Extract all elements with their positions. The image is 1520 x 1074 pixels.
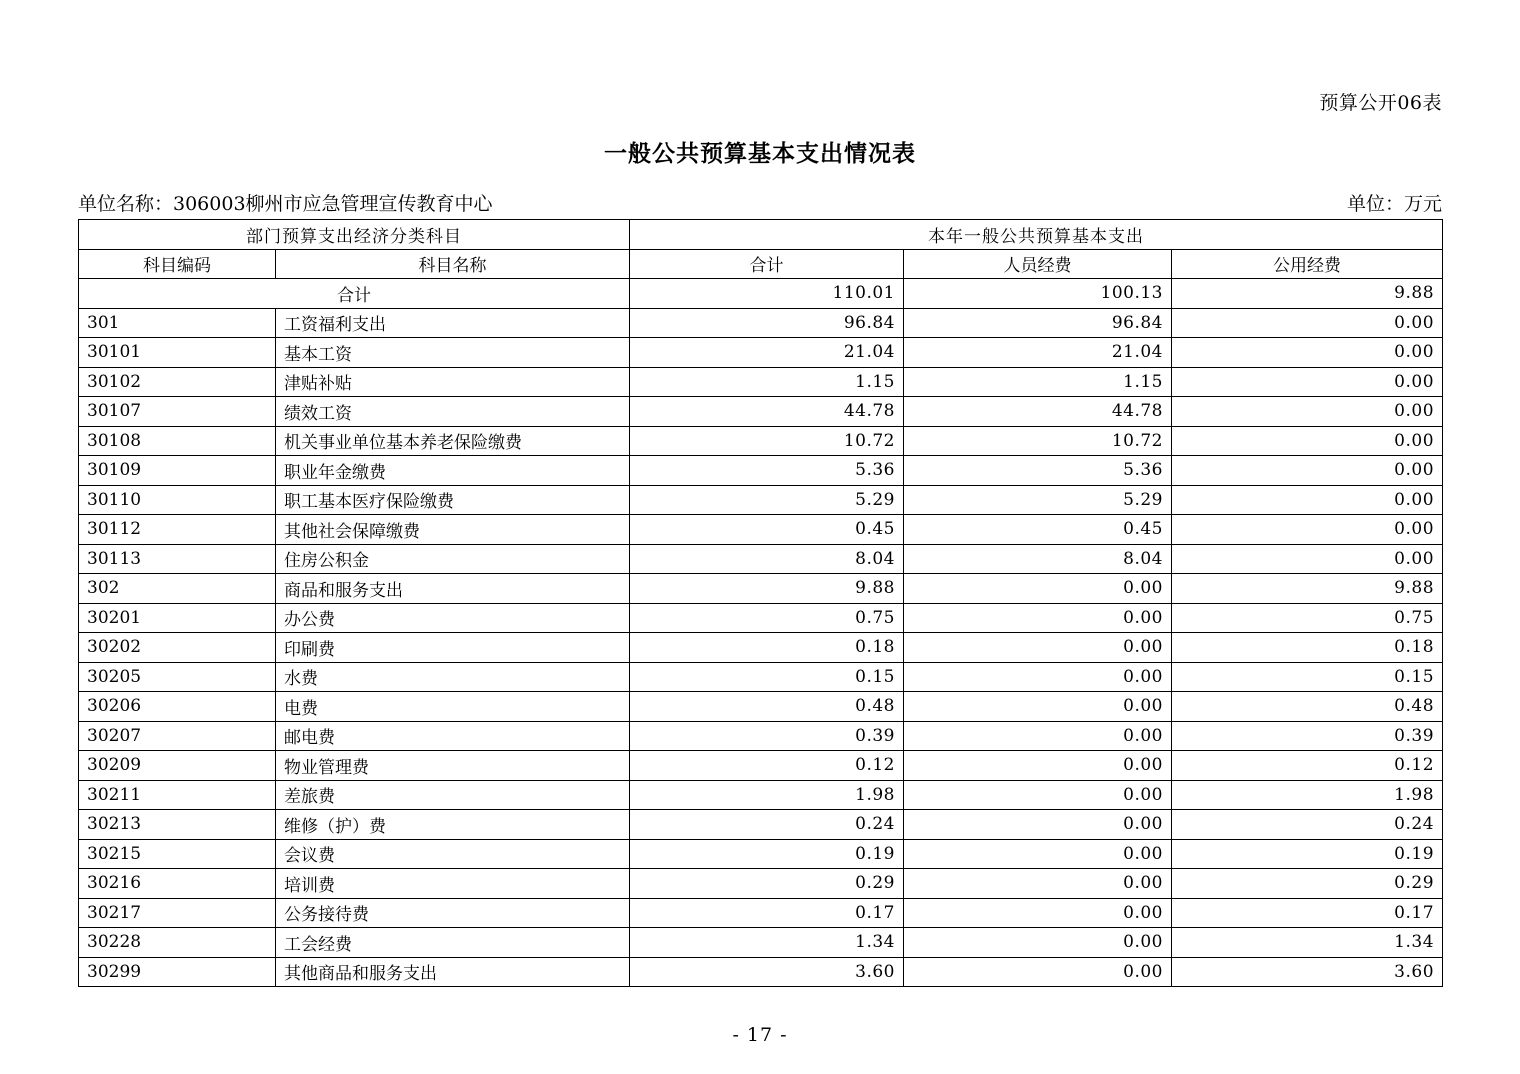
cell-total: 1.98 — [630, 780, 904, 810]
cell-name: 印刷费 — [276, 633, 630, 663]
cell-code: 30213 — [79, 810, 276, 840]
cell-total: 1.34 — [630, 928, 904, 958]
table-row — [79, 780, 1443, 810]
cell-name: 会议费 — [276, 839, 630, 869]
cell-public: 0.00 — [1172, 544, 1443, 574]
cell-name: 职工基本医疗保险缴费 — [276, 485, 630, 515]
cell-personnel: 0.00 — [904, 810, 1172, 840]
total-row-public: 9.88 — [1172, 279, 1443, 309]
cell-public: 0.00 — [1172, 426, 1443, 456]
cell-total: 0.39 — [630, 721, 904, 751]
cell-public: 0.18 — [1172, 633, 1443, 663]
table-row — [79, 367, 1443, 397]
cell-name: 基本工资 — [276, 338, 630, 368]
cell-code: 30217 — [79, 898, 276, 928]
cell-name: 绩效工资 — [276, 397, 630, 427]
table-row — [79, 426, 1443, 456]
table-row — [79, 544, 1443, 574]
cell-name: 办公费 — [276, 603, 630, 633]
table-row — [79, 633, 1443, 663]
column-header-code: 科目编码 — [79, 249, 276, 279]
cell-public: 0.17 — [1172, 898, 1443, 928]
cell-personnel: 0.00 — [904, 869, 1172, 899]
table-row — [79, 751, 1443, 781]
cell-code: 30102 — [79, 367, 276, 397]
table-row — [79, 692, 1443, 722]
cell-public: 0.00 — [1172, 456, 1443, 486]
table-row — [79, 397, 1443, 427]
cell-code: 30209 — [79, 751, 276, 781]
table-row — [79, 515, 1443, 545]
meta-row — [78, 189, 1442, 216]
column-header-personnel: 人员经费 — [904, 249, 1172, 279]
cell-personnel: 0.00 — [904, 751, 1172, 781]
table-row — [79, 957, 1443, 987]
cell-code: 30202 — [79, 633, 276, 663]
cell-code: 30112 — [79, 515, 276, 545]
cell-public: 0.00 — [1172, 367, 1443, 397]
cell-code: 30109 — [79, 456, 276, 486]
cell-public: 0.29 — [1172, 869, 1443, 899]
cell-public: 1.34 — [1172, 928, 1443, 958]
column-header-name: 科目名称 — [276, 249, 630, 279]
cell-code: 30101 — [79, 338, 276, 368]
cell-public: 0.00 — [1172, 308, 1443, 338]
cell-public: 1.98 — [1172, 780, 1443, 810]
cell-name: 职业年金缴费 — [276, 456, 630, 486]
budget-table — [78, 219, 1443, 987]
cell-personnel: 0.00 — [904, 780, 1172, 810]
cell-total: 0.19 — [630, 839, 904, 869]
cell-public: 0.39 — [1172, 721, 1443, 751]
cell-total: 0.48 — [630, 692, 904, 722]
cell-personnel: 0.00 — [904, 603, 1172, 633]
cell-total: 0.12 — [630, 751, 904, 781]
table-row-total — [79, 279, 1443, 309]
cell-personnel: 0.00 — [904, 574, 1172, 604]
table-body — [79, 279, 1443, 987]
cell-personnel: 0.00 — [904, 898, 1172, 928]
table-row — [79, 839, 1443, 869]
table-row — [79, 928, 1443, 958]
cell-total: 44.78 — [630, 397, 904, 427]
cell-public: 0.00 — [1172, 338, 1443, 368]
column-header-total: 合计 — [630, 249, 904, 279]
page-number: - 17 - — [732, 1024, 788, 1046]
cell-code: 30216 — [79, 869, 276, 899]
cell-total: 0.75 — [630, 603, 904, 633]
cell-code: 30201 — [79, 603, 276, 633]
cell-code: 301 — [79, 308, 276, 338]
cell-name: 其他商品和服务支出 — [276, 957, 630, 987]
cell-code: 30215 — [79, 839, 276, 869]
cell-public: 0.00 — [1172, 485, 1443, 515]
cell-total: 3.60 — [630, 957, 904, 987]
cell-public: 0.24 — [1172, 810, 1443, 840]
table-row — [79, 308, 1443, 338]
cell-code: 30113 — [79, 544, 276, 574]
cell-total: 0.24 — [630, 810, 904, 840]
cell-total: 96.84 — [630, 308, 904, 338]
cell-total: 5.36 — [630, 456, 904, 486]
page-title: 一般公共预算基本支出情况表 — [604, 140, 916, 167]
cell-code: 30228 — [79, 928, 276, 958]
cell-code: 30205 — [79, 662, 276, 692]
form-code-label: 预算公开06表 — [1319, 92, 1442, 114]
cell-total: 0.45 — [630, 515, 904, 545]
cell-code: 30206 — [79, 692, 276, 722]
cell-public: 0.12 — [1172, 751, 1443, 781]
unit-measure-label: 单位：万元 — [1346, 193, 1442, 215]
cell-public: 3.60 — [1172, 957, 1443, 987]
cell-personnel: 5.29 — [904, 485, 1172, 515]
cell-code: 30107 — [79, 397, 276, 427]
table-row — [79, 338, 1443, 368]
cell-code: 30108 — [79, 426, 276, 456]
table-row — [79, 721, 1443, 751]
cell-personnel: 0.45 — [904, 515, 1172, 545]
cell-personnel: 0.00 — [904, 662, 1172, 692]
cell-personnel: 0.00 — [904, 633, 1172, 663]
table-row — [79, 898, 1443, 928]
cell-public: 0.00 — [1172, 515, 1443, 545]
table-row — [79, 662, 1443, 692]
table-row — [79, 456, 1443, 486]
cell-code: 30299 — [79, 957, 276, 987]
cell-personnel: 0.00 — [904, 928, 1172, 958]
cell-code: 30110 — [79, 485, 276, 515]
table-row — [79, 869, 1443, 899]
cell-personnel: 8.04 — [904, 544, 1172, 574]
cell-code: 302 — [79, 574, 276, 604]
cell-name: 公务接待费 — [276, 898, 630, 928]
table-column-header-row — [79, 249, 1443, 279]
cell-personnel: 0.00 — [904, 721, 1172, 751]
group-header-left: 部门预算支出经济分类科目 — [79, 220, 630, 250]
cell-total: 9.88 — [630, 574, 904, 604]
cell-code: 30207 — [79, 721, 276, 751]
cell-personnel: 10.72 — [904, 426, 1172, 456]
cell-public: 0.15 — [1172, 662, 1443, 692]
cell-name: 商品和服务支出 — [276, 574, 630, 604]
cell-total: 0.15 — [630, 662, 904, 692]
cell-total: 0.29 — [630, 869, 904, 899]
cell-name: 邮电费 — [276, 721, 630, 751]
cell-name: 机关事业单位基本养老保险缴费 — [276, 426, 630, 456]
cell-name: 电费 — [276, 692, 630, 722]
total-row-total: 110.01 — [630, 279, 904, 309]
cell-name: 住房公积金 — [276, 544, 630, 574]
column-header-public: 公用经费 — [1172, 249, 1443, 279]
table-row — [79, 574, 1443, 604]
cell-name: 工资福利支出 — [276, 308, 630, 338]
cell-public: 0.00 — [1172, 397, 1443, 427]
cell-name: 津贴补贴 — [276, 367, 630, 397]
cell-total: 8.04 — [630, 544, 904, 574]
cell-personnel: 0.00 — [904, 692, 1172, 722]
cell-total: 1.15 — [630, 367, 904, 397]
cell-total: 0.18 — [630, 633, 904, 663]
cell-name: 维修（护）费 — [276, 810, 630, 840]
cell-name: 其他社会保障缴费 — [276, 515, 630, 545]
cell-total: 21.04 — [630, 338, 904, 368]
cell-public: 9.88 — [1172, 574, 1443, 604]
total-row-label: 合计 — [79, 279, 630, 309]
cell-personnel: 96.84 — [904, 308, 1172, 338]
total-row-personnel: 100.13 — [904, 279, 1172, 309]
table-row — [79, 810, 1443, 840]
cell-public: 0.75 — [1172, 603, 1443, 633]
cell-public: 0.48 — [1172, 692, 1443, 722]
group-header-right: 本年一般公共预算基本支出 — [630, 220, 1443, 250]
cell-name: 工会经费 — [276, 928, 630, 958]
cell-name: 差旅费 — [276, 780, 630, 810]
cell-name: 物业管理费 — [276, 751, 630, 781]
cell-total: 0.17 — [630, 898, 904, 928]
cell-personnel: 21.04 — [904, 338, 1172, 368]
table-row — [79, 485, 1443, 515]
cell-personnel: 1.15 — [904, 367, 1172, 397]
cell-personnel: 5.36 — [904, 456, 1172, 486]
cell-personnel: 44.78 — [904, 397, 1172, 427]
cell-name: 水费 — [276, 662, 630, 692]
cell-name: 培训费 — [276, 869, 630, 899]
cell-personnel: 0.00 — [904, 839, 1172, 869]
cell-code: 30211 — [79, 780, 276, 810]
table-group-header-row — [79, 220, 1443, 250]
cell-total: 10.72 — [630, 426, 904, 456]
table-row — [79, 603, 1443, 633]
cell-public: 0.19 — [1172, 839, 1443, 869]
cell-total: 5.29 — [630, 485, 904, 515]
cell-personnel: 0.00 — [904, 957, 1172, 987]
unit-name-label: 单位名称：306003柳州市应急管理宣传教育中心 — [78, 193, 493, 215]
